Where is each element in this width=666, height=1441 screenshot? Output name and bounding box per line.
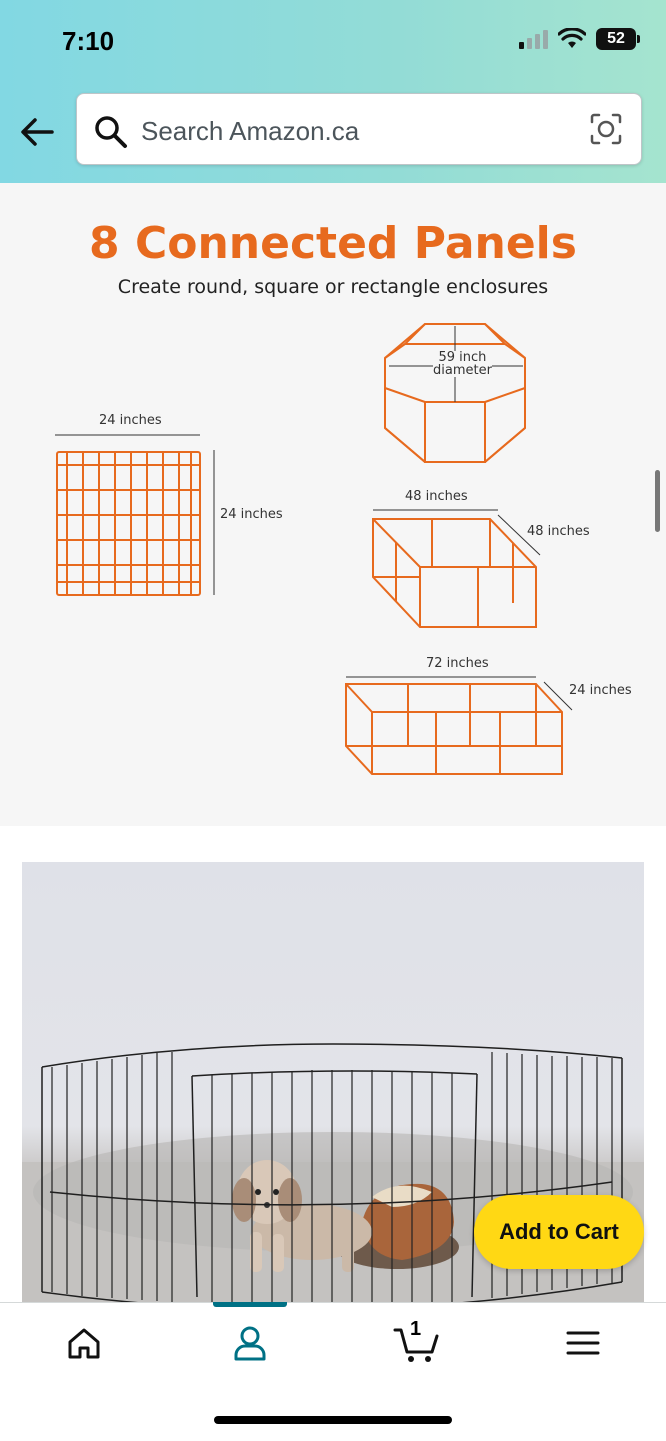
square-depth-label: 48 inches (527, 524, 590, 539)
cart-count-badge: 1 (410, 1318, 422, 1340)
search-input[interactable]: Search Amazon.ca (141, 116, 360, 146)
nav-active-indicator (213, 1302, 287, 1307)
nav-menu[interactable] (557, 1320, 609, 1366)
battery-icon (596, 28, 636, 50)
rectangle-depth-label: 24 inches (569, 683, 632, 698)
square-width-label: 48 inches (405, 489, 468, 504)
scrollbar[interactable] (655, 470, 660, 532)
octagon-illustration (375, 318, 535, 468)
wifi-icon (558, 28, 586, 50)
rectangle-width-label: 72 inches (426, 656, 489, 671)
battery-level: 52 (607, 30, 625, 47)
user-icon (230, 1323, 270, 1363)
cellular-signal-icon (518, 28, 548, 50)
infographic-subtitle: Create round, square or rectangle enclosures (117, 276, 549, 298)
status-time: 7:10 (62, 26, 115, 56)
status-icons (518, 28, 636, 50)
camera-search-icon[interactable] (589, 112, 623, 146)
single-panel-illustration (50, 430, 230, 605)
rectangle-illustration (340, 672, 575, 780)
panel-height-label: 24 inches (220, 507, 283, 522)
infographic-title: 8 Connected Panels (89, 218, 577, 269)
search-bar[interactable] (76, 93, 642, 165)
nav-account[interactable] (224, 1320, 276, 1366)
search-icon (93, 114, 129, 150)
home-icon (64, 1323, 104, 1363)
add-to-cart-button[interactable]: Add to Cart (474, 1195, 644, 1269)
nav-home[interactable] (58, 1320, 110, 1366)
octagon-diameter-label (433, 351, 492, 377)
home-indicator[interactable] (214, 1416, 452, 1424)
back-arrow-icon[interactable] (18, 112, 58, 152)
octagon-diameter-value: 59 inch (438, 350, 487, 365)
hamburger-menu-icon (565, 1328, 601, 1358)
panel-width-label: 24 inches (99, 413, 162, 428)
square-illustration (368, 505, 543, 633)
octagon-diameter-unit: diameter (433, 363, 492, 378)
